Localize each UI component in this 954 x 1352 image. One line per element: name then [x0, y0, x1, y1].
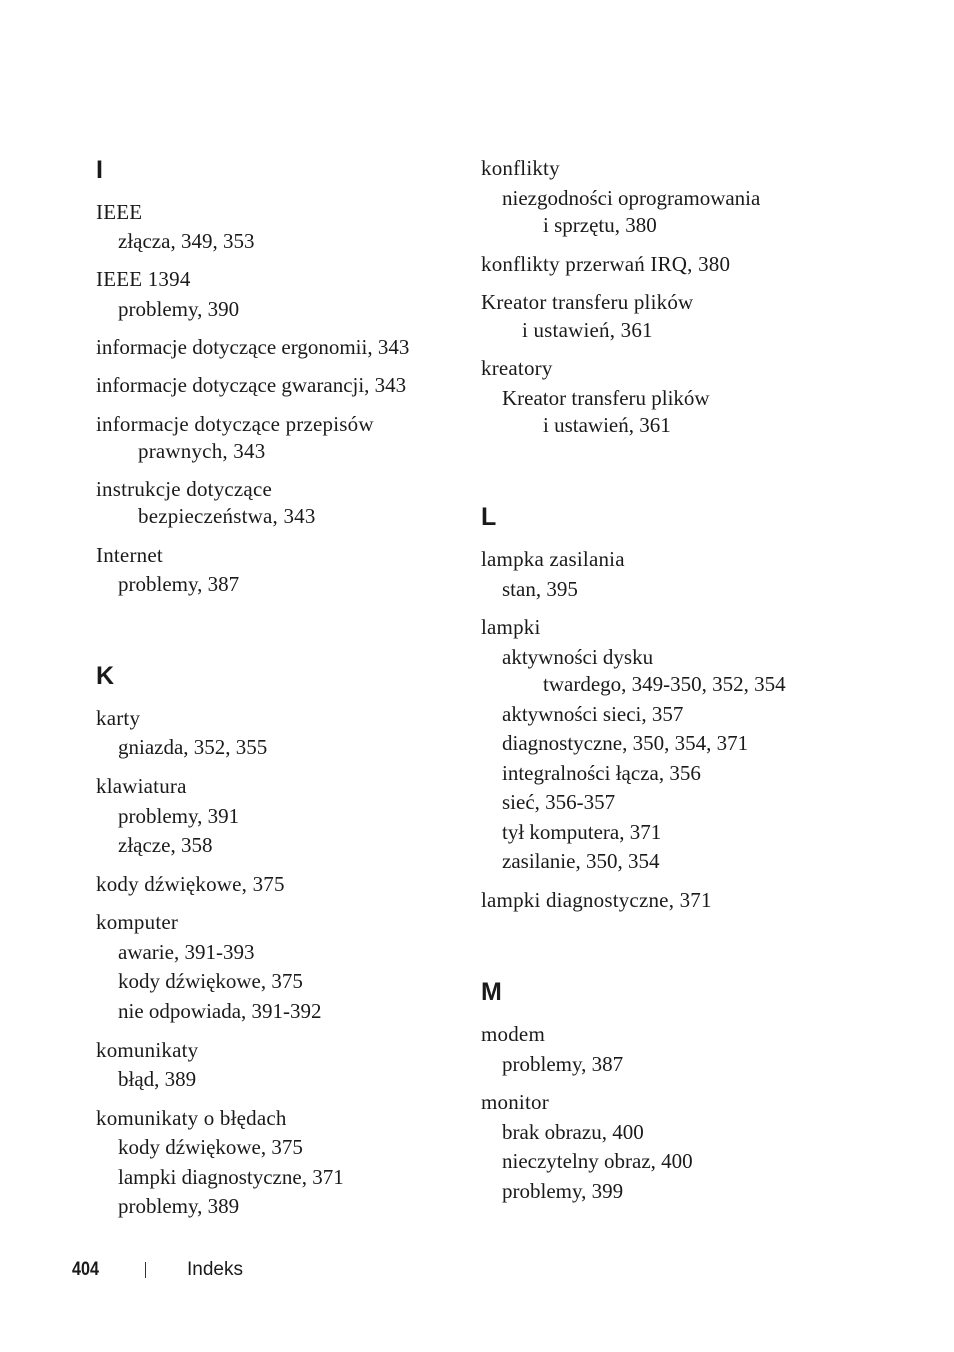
index-entry: konflikty [481, 156, 560, 180]
index-entry: informacje dotyczące gwarancji, 343 [96, 373, 407, 397]
section-heading-m: M [481, 978, 502, 1006]
index-entry: lampki [481, 615, 541, 639]
index-subentry: problemy, 390 [118, 297, 240, 321]
index-entry: karty [96, 706, 141, 730]
footer-section-label: Indeks [187, 1259, 243, 1280]
index-entry: kreatory [481, 356, 553, 380]
index-subentry: awarie, 391-393 [118, 940, 255, 964]
index-entry: komunikaty [96, 1038, 199, 1062]
index-subentry: kody dźwiękowe, 375 [118, 1135, 303, 1159]
index-subentry: problemy, 387 [118, 572, 240, 596]
index-entry: instrukcje dotyczące [96, 477, 272, 501]
index-entry: kody dźwiękowe, 375 [96, 872, 285, 896]
index-entry: informacje dotyczące ergonomii, 343 [96, 335, 410, 359]
index-entry: komunikaty o błędach [96, 1106, 287, 1130]
index-entry: Internet [96, 543, 163, 567]
index-subentry: nieczytelny obraz, 400 [502, 1149, 693, 1173]
index-subentry: zasilanie, 350, 354 [502, 849, 660, 873]
section-heading-l: L [481, 503, 497, 531]
index-entry: lampka zasilania [481, 547, 625, 571]
index-subentry: aktywności sieci, 357 [502, 702, 684, 726]
index-subentry: integralności łącza, 356 [502, 761, 701, 785]
index-entry: IEEE 1394 [96, 267, 191, 291]
index-subentry: lampki diagnostyczne, 371 [118, 1165, 344, 1189]
index-subentry: gniazda, 352, 355 [118, 735, 268, 759]
index-entry: IEEE [96, 200, 143, 224]
index-subentry: Kreator transferu plików [502, 386, 710, 410]
index-subentry: diagnostyczne, 350, 354, 371 [502, 731, 749, 755]
index-subentry: złącze, 358 [118, 833, 213, 857]
index-entry: monitor [481, 1090, 549, 1114]
index-subentry: kody dźwiękowe, 375 [118, 969, 303, 993]
index-entry: komputer [96, 910, 179, 934]
index-subentry: niezgodności oprogramowania [502, 186, 761, 210]
index-subentry: aktywności dysku [502, 645, 654, 669]
index-entry-continuation: i ustawień, 361 [522, 318, 653, 342]
index-subentry: złącza, 349, 353 [118, 229, 255, 253]
index-subentry-continuation: twardego, 349-350, 352, 354 [543, 672, 786, 696]
index-subentry: sieć, 356-357 [502, 790, 616, 814]
footer-divider [145, 1262, 146, 1278]
index-entry: Kreator transferu plików [481, 290, 694, 314]
index-entry-continuation: bezpieczeństwa, 343 [138, 504, 316, 528]
index-subentry-continuation: i sprzętu, 380 [543, 213, 657, 237]
index-entry: informacje dotyczące przepisów [96, 412, 374, 436]
index-subentry-continuation: i ustawień, 361 [543, 413, 671, 437]
index-subentry: brak obrazu, 400 [502, 1120, 644, 1144]
index-subentry: problemy, 399 [502, 1179, 624, 1203]
section-heading-i: I [96, 156, 103, 184]
index-entry: lampki diagnostyczne, 371 [481, 888, 712, 912]
index-entry: klawiatura [96, 774, 187, 798]
index-entry-continuation: prawnych, 343 [138, 439, 266, 463]
index-subentry: stan, 395 [502, 577, 578, 601]
index-subentry: problemy, 389 [118, 1194, 240, 1218]
index-subentry: problemy, 387 [502, 1052, 624, 1076]
index-subentry: błąd, 389 [118, 1067, 197, 1091]
section-heading-k: K [96, 662, 115, 690]
index-subentry: problemy, 391 [118, 804, 240, 828]
index-entry: konflikty przerwań IRQ, 380 [481, 252, 731, 276]
page-number: 404 [72, 1259, 99, 1280]
index-subentry: tył komputera, 371 [502, 820, 662, 844]
index-subentry: nie odpowiada, 391-392 [118, 999, 322, 1023]
index-entry: modem [481, 1022, 545, 1046]
